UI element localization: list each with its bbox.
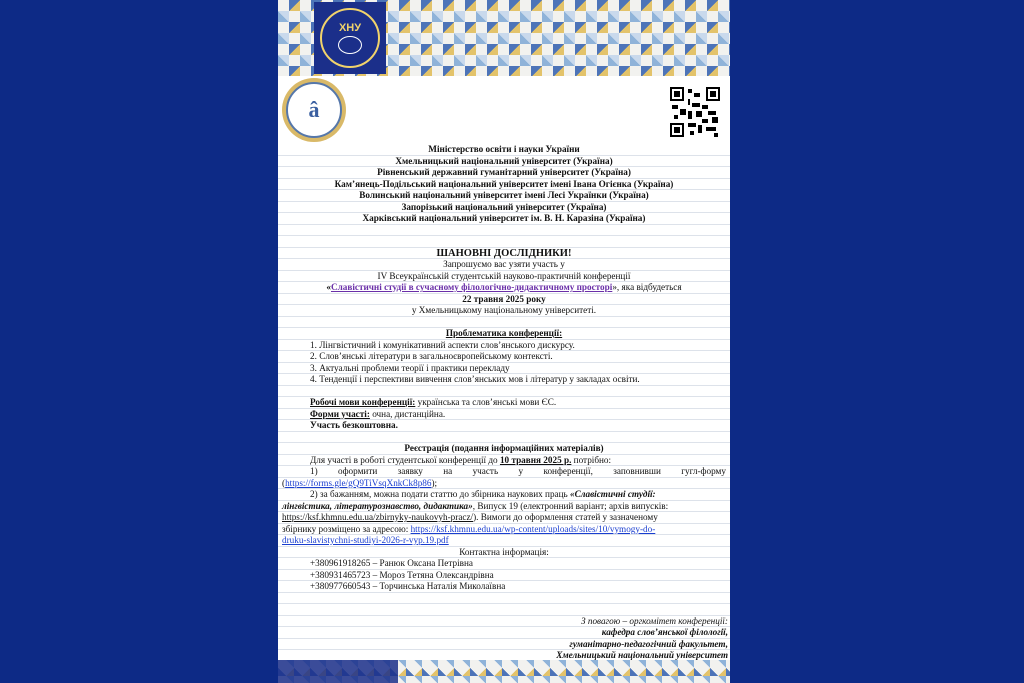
topic-item: 3. Актуальні проблеми теорії і практики перекладу [278, 363, 730, 375]
contacts-heading: Контактна інформація: [278, 547, 730, 559]
globe-icon [338, 36, 362, 54]
conference-date: 22 травня 2025 року [278, 294, 730, 306]
organizer-line: Харківський національний університет ім. В. Н. Каразіна (Україна) [278, 213, 730, 225]
requirements-link[interactable]: https://ksf.khmnu.edu.ua/wp-content/uploads/sites/10/vymogy-do- [410, 523, 656, 534]
blank-line [278, 386, 730, 398]
organizer-line: Рівненський державний гуманітарний університет (Україна) [278, 167, 730, 179]
archive-line [278, 512, 730, 524]
intro-text: Для участі в роботі студентської конференції до [310, 454, 500, 465]
organizer-line: Волинський національний університет імені Лесі Українки (Україна) [278, 190, 730, 202]
conference-title-line [278, 282, 730, 294]
step1-word: участь [472, 466, 499, 476]
seal-emblem-icon: â [286, 82, 342, 138]
languages-value: українська та слов’янські мови ЄС. [415, 397, 557, 407]
languages-line [278, 397, 730, 409]
languages-label: Робочі мови конференції: [310, 397, 416, 407]
step1-word: 1) [310, 466, 318, 476]
paren-close: ); [431, 477, 438, 488]
greeting-heading: ШАНОВНІ ДОСЛІДНИКИ! [278, 248, 730, 260]
signature-line: кафедра слов’янської філології, [278, 627, 730, 639]
registration-heading: Реєстрація (подання інформаційних матеріалів) [278, 443, 730, 455]
forms-line [278, 409, 730, 421]
requirements-intro: збірнику розміщено за адресою: [282, 523, 411, 534]
invite-line: Запрошуємо вас узяти участь у [278, 259, 730, 271]
collection-title: «Славістичні студії: [570, 489, 656, 499]
qr-code-icon[interactable] [670, 86, 720, 138]
requirements-line [278, 524, 730, 536]
registration-intro [278, 455, 730, 467]
step1-word: заповнивши [613, 466, 661, 476]
logo-emblem [320, 8, 380, 68]
blank-line [278, 317, 730, 329]
contact-item: +380977660543 – Торчинська Наталія Миколаївна [278, 581, 730, 593]
contact-item: +380931465723 – Мороз Тетяна Олександрівна [278, 570, 730, 582]
form-link-line [278, 478, 730, 490]
collection-subtitle: лінгвістика, літературознавство, дидактика» [282, 500, 473, 511]
topic-item: 2. Слов’янські літератури в загальноєвропейському контексті. [278, 351, 730, 363]
step1-word: оформити [338, 466, 378, 476]
forms-label: Форми участі: [310, 408, 370, 419]
step2-line [278, 489, 730, 501]
paren-open: ( [282, 477, 286, 488]
topic-item: 4. Тенденції і перспективи вивчення слов’янських мов і літератур у закладах освіти. [278, 374, 730, 386]
forms-value: очна, дистанційна. [369, 408, 446, 419]
step1-word: на [443, 466, 453, 476]
step1-word: заявку [397, 466, 423, 476]
topics-heading: Проблематика конференції: [278, 328, 730, 340]
step2-text: 2) за бажанням, можна подати статтю до збірника наукових праць [310, 489, 571, 499]
step1-word: гугл-форму [681, 466, 726, 476]
university-logo [314, 2, 386, 74]
requirements-text: ). Вимоги до оформлення статей у зазначеному [473, 512, 658, 522]
header-banner [278, 0, 730, 76]
archive-link[interactable]: https://ksf.khmnu.edu.ua/zbirnyky-naukovyh-pracz/ [282, 512, 474, 522]
topic-item: 1. Лінгвістичний і комунікативний аспекти слов’янського дискурсу. [278, 340, 730, 352]
collection-line [278, 501, 730, 513]
signature-line: З повагою – оргкомітет конференції: [278, 616, 730, 628]
title-quote-open: « [326, 282, 331, 292]
intro-end: потрібно: [571, 454, 612, 465]
organizer-line: Кам’янець-Подільський національний університет імені Івана Огієнка (Україна) [278, 179, 730, 191]
organizer-line: Запорізький національний університет (Україна) [278, 202, 730, 214]
logo-abbreviation: ХНУ [338, 22, 362, 34]
conference-title: Славістичні студії в сучасному філологічно-дидактичному просторі [330, 282, 613, 292]
free-participation: Участь безкоштовна. [278, 420, 730, 432]
requirements-link-line [278, 535, 730, 547]
blank-line [278, 432, 730, 444]
invite-line: IV Всеукраїнській студентській науково-практичній конференції [278, 271, 730, 283]
organizer-line: Хмельницький національний університет (Україна) [278, 156, 730, 168]
department-seal [282, 78, 346, 142]
deadline-date: 10 травня 2025 р. [499, 454, 572, 465]
footer-banner-accent [278, 660, 398, 683]
blank-line [278, 593, 730, 605]
blank-line [278, 236, 730, 248]
organizer-line: Міністерство освіти і науки України [278, 144, 730, 156]
google-form-link[interactable]: https://forms.gle/gQ9TiVsqXnkCk8p86 [285, 477, 432, 488]
step1-word: у [518, 466, 524, 476]
invitation-document [278, 0, 730, 683]
contact-item: +380961918265 – Ранюк Оксана Петрівна [278, 558, 730, 570]
issue-text: , Випуск 19 (електронний варіант; архів випусків: [472, 500, 669, 511]
signature-line: гуманітарно-педагогічний факультет, [278, 639, 730, 651]
requirements-link-continued[interactable]: druku-slavistychni-studiyi-2026-r-vyp.19.pdf [282, 535, 449, 545]
document-body [278, 144, 730, 662]
signature-line: Хмельницький національний університет [278, 650, 730, 662]
blank-line [278, 604, 730, 616]
title-suffix: », яка відбудеться [612, 282, 682, 292]
blank-line [278, 225, 730, 237]
conference-place: у Хмельницькому національному університеті. [278, 305, 730, 317]
step1-word: конференції, [543, 466, 593, 476]
step1-line [278, 466, 730, 478]
